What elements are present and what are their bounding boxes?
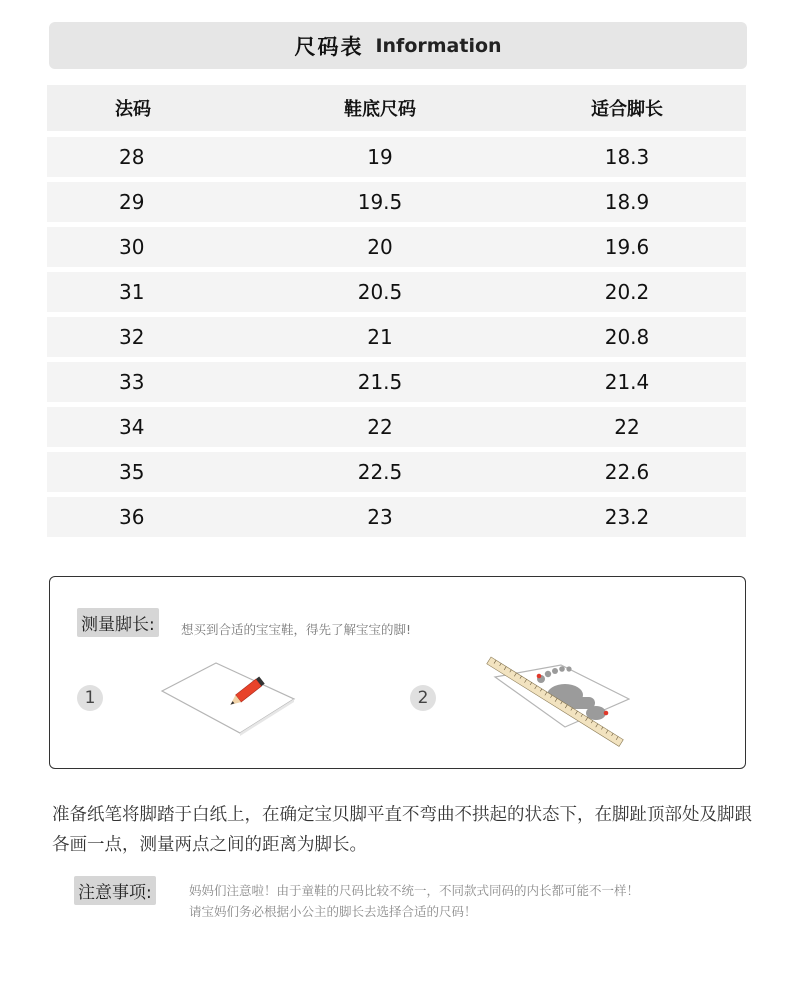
cell-foot-length: 22.6 xyxy=(604,460,650,484)
cell-foot-length: 23.2 xyxy=(604,505,650,529)
measure-instruction-text: 准备纸笔将脚踏于白纸上，在确定宝贝脚平直不弯曲不拱起的状态下，在脚趾顶部处及脚跟各画一点，测量两点之间的距离为脚长。 xyxy=(52,805,752,855)
measure-foot-panel xyxy=(49,576,746,769)
cell-sole-length: 19 xyxy=(367,145,393,169)
note-line-1: 妈妈们注意啦！由于童鞋的尺码比较不统一，不同款式同码的内长都可能不一样！ xyxy=(189,883,640,898)
header-foot-length: 适合脚长 xyxy=(591,99,663,120)
title-chinese: 尺码表 xyxy=(294,34,364,59)
table-row xyxy=(47,317,746,357)
cell-eu-size: 30 xyxy=(119,235,145,259)
table-row xyxy=(47,137,746,177)
table-row xyxy=(47,407,746,447)
note-line-2: 请宝妈们务必根据小公主的脚长去选择合适的尺码！ xyxy=(189,904,477,919)
table-header-row xyxy=(47,85,746,131)
cell-foot-length: 20.2 xyxy=(604,280,650,304)
cell-eu-size: 31 xyxy=(119,280,145,304)
table-row xyxy=(47,497,746,537)
foot-ruler-icon xyxy=(485,647,630,752)
cell-eu-size: 33 xyxy=(119,370,145,394)
cell-foot-length: 22 xyxy=(614,415,640,439)
table-row xyxy=(47,182,746,222)
paper-pencil-icon xyxy=(158,661,298,741)
cell-sole-length: 21.5 xyxy=(357,370,403,394)
cell-eu-size: 35 xyxy=(119,460,145,484)
cell-sole-length: 20.5 xyxy=(357,280,403,304)
cell-foot-length: 18.9 xyxy=(604,190,650,214)
table-row xyxy=(47,362,746,402)
step-1-badge: 1 xyxy=(77,685,103,711)
measure-foot-hint: 想买到合适的宝宝鞋，得先了解宝宝的脚! xyxy=(181,622,412,637)
cell-sole-length: 20 xyxy=(367,235,393,259)
cell-eu-size: 28 xyxy=(119,145,145,169)
table-row xyxy=(47,452,746,492)
cell-foot-length: 21.4 xyxy=(604,370,650,394)
header-sole-length: 鞋底尺码 xyxy=(344,99,416,120)
step-2-badge: 2 xyxy=(410,685,436,711)
note-text xyxy=(189,880,639,922)
cell-sole-length: 22.5 xyxy=(357,460,403,484)
cell-eu-size: 34 xyxy=(119,415,145,439)
cell-foot-length: 20.8 xyxy=(604,325,650,349)
header-eu-size: 法码 xyxy=(115,99,151,120)
cell-sole-length: 19.5 xyxy=(357,190,403,214)
cell-sole-length: 21 xyxy=(367,325,393,349)
size-chart-title-bar xyxy=(49,22,747,69)
cell-sole-length: 22 xyxy=(367,415,393,439)
measure-foot-tag: 测量脚长: xyxy=(77,608,159,637)
size-table xyxy=(47,85,746,542)
cell-eu-size: 29 xyxy=(119,190,145,214)
table-row xyxy=(47,227,746,267)
title-english: Information xyxy=(375,34,502,57)
note-tag: 注意事项: xyxy=(74,876,156,905)
cell-foot-length: 18.3 xyxy=(604,145,650,169)
cell-sole-length: 23 xyxy=(367,505,393,529)
cell-eu-size: 36 xyxy=(119,505,145,529)
cell-eu-size: 32 xyxy=(119,325,145,349)
cell-foot-length: 19.6 xyxy=(604,235,650,259)
table-row xyxy=(47,272,746,312)
